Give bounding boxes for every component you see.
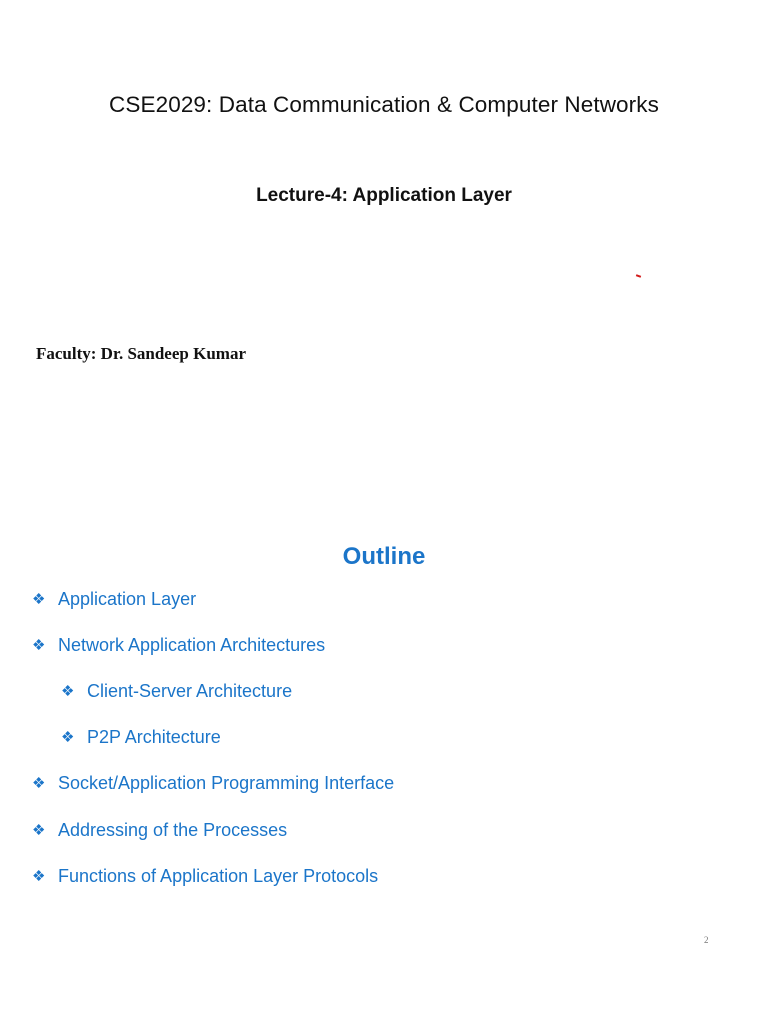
- outline-slide: [0, 512, 768, 1024]
- outline-item-addressing-processes: [32, 820, 287, 841]
- diamond-bullet-icon: ❖: [61, 683, 75, 700]
- diamond-bullet-icon: ❖: [32, 822, 46, 839]
- outline-item-label: Addressing of the Processes: [58, 820, 288, 840]
- outline-title: Outline: [342, 543, 426, 570]
- outline-item-label: Functions of Application Layer Protocols: [58, 866, 379, 886]
- outline-item-p2p-architecture: [61, 727, 221, 748]
- faculty-name: Faculty: Dr. Sandeep Kumar: [36, 344, 246, 363]
- course-title: CSE2029: Data Communication & Computer Networks: [109, 92, 659, 117]
- diamond-bullet-icon: ❖: [32, 775, 46, 792]
- page-number: 2: [704, 935, 709, 945]
- outline-item-application-layer: [32, 589, 196, 610]
- diamond-bullet-icon: ❖: [32, 868, 46, 885]
- outline-item-label: Socket/Application Programming Interface: [58, 773, 395, 793]
- outline-item-label: Network Application Architectures: [58, 635, 326, 655]
- lecture-title: Lecture-4: Application Layer: [256, 185, 512, 206]
- outline-item-label: Client-Server Architecture: [87, 681, 293, 701]
- diamond-bullet-icon: ❖: [32, 637, 46, 654]
- diamond-bullet-icon: ❖: [32, 591, 46, 608]
- outline-item-client-server-architecture: [61, 681, 292, 702]
- outline-item-functions-protocols: [32, 866, 378, 887]
- outline-item-network-application-architectures: [32, 635, 325, 656]
- outline-item-label: P2P Architecture: [87, 727, 221, 747]
- diamond-bullet-icon: ❖: [61, 729, 75, 746]
- outline-item-label: Application Layer: [58, 589, 197, 609]
- outline-item-socket-api: [32, 773, 394, 794]
- red-mark: [636, 274, 641, 278]
